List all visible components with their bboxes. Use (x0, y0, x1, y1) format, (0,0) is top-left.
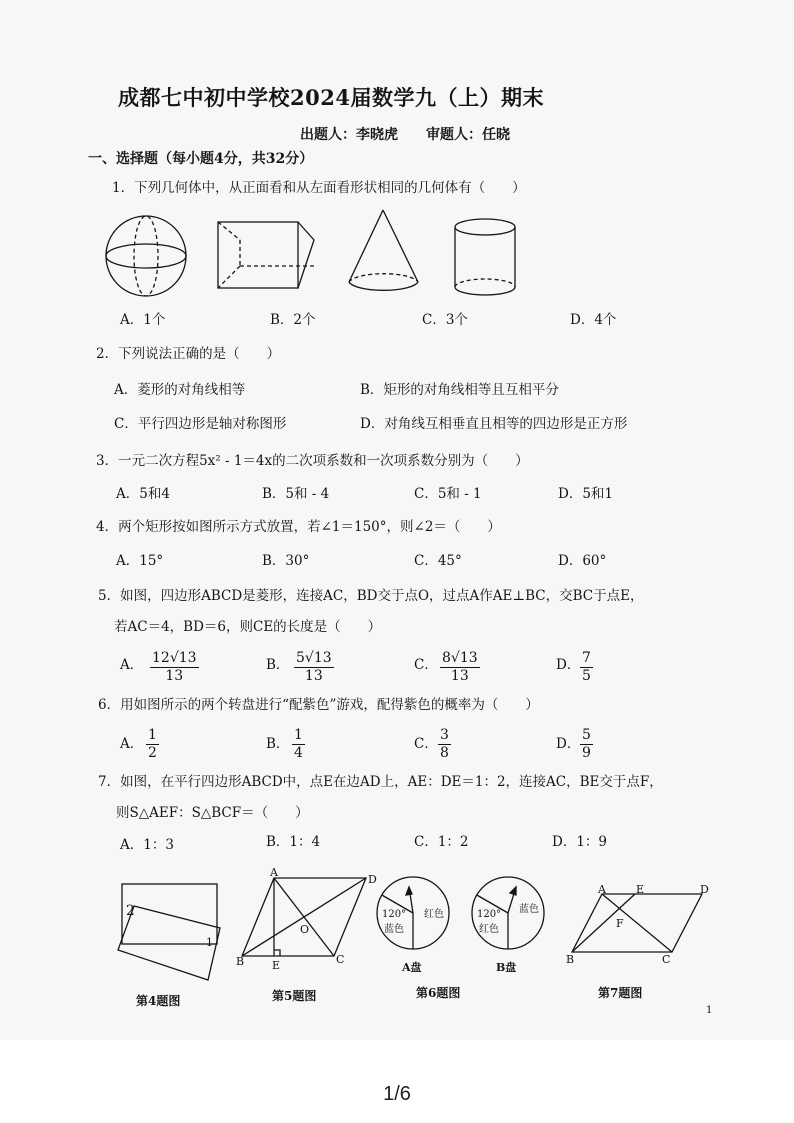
disk-b-name: B盘 (496, 961, 517, 974)
disk-a-name: A盘 (402, 961, 422, 974)
q6-option-c: C． (414, 736, 438, 752)
question-7-stem-cont: 则S△AEF：S△BCF＝（ ） (116, 805, 309, 821)
question-5-stem-cont: 若AC＝4，BD＝6，则CE的长度是（ ） (114, 619, 382, 635)
q2-option-b: B．矩形的对角线相等且互相平分 (360, 382, 559, 398)
q3-option-c: C．5和 - 1 (414, 486, 482, 502)
sphere-shape (106, 216, 186, 296)
q2-option-c: C．平行四边形是轴对称图形 (114, 416, 287, 432)
q6-fraction-c: $\frac{3}{8}$ (440, 727, 449, 761)
fig4-angle-1-label: 1 (206, 936, 213, 949)
fig5-label-a: A (270, 866, 278, 879)
disk-a-angle: 120° (382, 909, 407, 920)
corner-page-mark: 1 (706, 1005, 713, 1016)
prism-shape (218, 222, 314, 288)
page-indicator: 1/6 (383, 1083, 411, 1105)
q6-fraction-a: $\frac{1}{2}$ (148, 727, 157, 761)
q3-option-b: B．5和 - 4 (262, 486, 330, 502)
q6-option-d: D． (556, 736, 581, 752)
q7-option-d: D．1：9 (552, 834, 608, 850)
q5-fraction-a: $\frac{12√13}{13}$ (152, 650, 197, 684)
q6-fraction-b: $\frac{1}{4}$ (294, 727, 303, 761)
fig7-label-a: A (598, 883, 606, 896)
q4-option-b: B．30° (262, 553, 310, 569)
figure-6-caption: 第6题图 (416, 986, 461, 1000)
q6-option-a: A． (120, 736, 144, 752)
fig5-label-e: E (272, 959, 281, 972)
q1-option-c: C．3个 (422, 312, 468, 328)
q1-option-d: D．4个 (570, 312, 617, 328)
fig7-label-b: B (566, 953, 575, 966)
q7-option-a: A．1：3 (120, 837, 174, 853)
fig5-label-c: C (336, 953, 345, 966)
fig7-label-f: F (616, 917, 624, 930)
cone-shape (349, 210, 418, 290)
q3-option-a: A．5和4 (116, 486, 170, 502)
q5-option-a: A． (120, 657, 144, 673)
figure-7-parallelogram (572, 890, 712, 960)
q1-option-b: B．2个 (270, 312, 316, 328)
section-heading: 一、选择题（每小题4分，共32分） (88, 151, 314, 167)
question-6-stem: 6．用如图所示的两个转盘进行“配紫色”游戏，配得紫色的概率为（ ） (98, 697, 539, 713)
figure-5-rhombus (236, 872, 376, 967)
figure-7-caption: 第7题图 (598, 986, 643, 1000)
question-5-stem: 5．如图，四边形ABCD是菱形，连接AC，BD交于点O，过点A作AE⊥BC，交BC于点E， (98, 588, 644, 604)
q5-option-b: B． (266, 657, 290, 673)
fig7-label-e: E (636, 883, 645, 896)
q7-option-c: C．1：2 (414, 834, 469, 850)
disk-b-red: 红色 (479, 924, 499, 935)
disk-a-blue: 蓝色 (384, 924, 404, 935)
question-2-stem: 2．下列说法正确的是（ ） (96, 346, 281, 362)
q2-option-a: A．菱形的对角线相等 (114, 382, 246, 398)
q4-option-d: D．60° (558, 553, 607, 569)
exam-title: 成都七中初中学校2024届数学九（上）期末 (118, 85, 544, 110)
figure-4-caption: 第4题图 (136, 994, 181, 1008)
question-3-stem: 3．一元二次方程5x² - 1＝4x的二次项系数和一次项系数分别为（ ） (96, 453, 529, 469)
disk-b-angle: 120° (477, 909, 502, 920)
author-line: 出题人：李晓虎 审题人：任晓 (300, 127, 510, 143)
question-7-stem: 7．如图，在平行四边形ABCD中，点E在边AD上，AE：DE＝1：2，连接AC，BE交于点F， (98, 774, 663, 790)
q5-option-d: D． (556, 657, 581, 673)
fig5-label-o: O (300, 923, 310, 936)
fig5-label-d: D (368, 873, 377, 886)
cylinder-shape (455, 219, 515, 295)
q3-option-d: D．5和1 (558, 486, 614, 502)
fig4-angle-2-label: 2 (126, 903, 135, 919)
figure-4-rectangles (112, 880, 232, 980)
q1-solids-figure (100, 210, 540, 305)
question-4-stem: 4．两个矩形按如图所示方式放置，若∠1＝150°，则∠2＝（ ） (96, 519, 501, 535)
disk-b-blue: 蓝色 (519, 904, 539, 915)
q4-option-c: C．45° (414, 553, 462, 569)
fig7-label-c: C (662, 953, 671, 966)
fig5-label-b: B (236, 955, 245, 968)
disk-a-red: 红色 (424, 909, 444, 920)
q6-fraction-d: $\frac{5}{9}$ (582, 727, 591, 761)
fig7-label-d: D (700, 883, 709, 896)
q1-option-a: A．1个 (120, 312, 166, 328)
q4-option-a: A．15° (116, 553, 164, 569)
question-1-stem: 1．下列几何体中，从正面看和从左面看形状相同的几何体有（ ） (112, 180, 526, 196)
q5-fraction-b: $\frac{5√13}{13}$ (296, 650, 332, 684)
q6-option-b: B． (266, 736, 290, 752)
q7-option-b: B．1：4 (266, 834, 321, 850)
figure-5-caption: 第5题图 (272, 989, 317, 1003)
q2-option-d: D．对角线互相垂直且相等的四边形是正方形 (360, 416, 628, 432)
q5-option-c: C． (414, 657, 438, 673)
q5-fraction-c: $\frac{8√13}{13}$ (442, 650, 478, 684)
q5-fraction-d: $\frac{7}{5}$ (582, 650, 591, 684)
